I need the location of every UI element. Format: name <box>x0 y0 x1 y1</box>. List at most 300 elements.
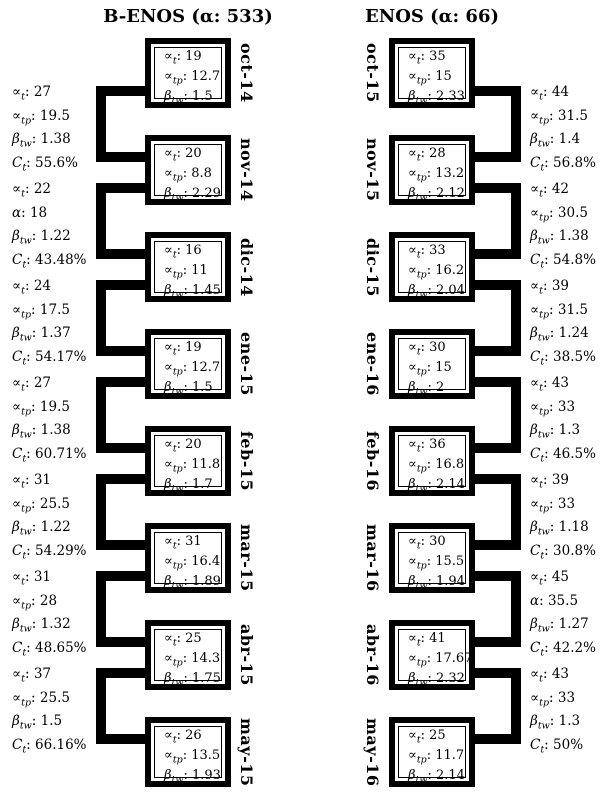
param-colon: : <box>31 131 41 148</box>
param-symbol: ∝ <box>12 398 22 415</box>
box-line <box>408 186 465 206</box>
param-colon: : <box>420 437 430 452</box>
param-symbol: β <box>164 477 172 493</box>
annotation-block <box>12 374 147 469</box>
month-box <box>145 38 231 108</box>
param-colon: : <box>26 349 36 366</box>
param-subscript: t <box>539 673 543 685</box>
param-subscript: t <box>539 285 543 297</box>
annotation-line <box>530 568 604 592</box>
box-line <box>408 748 465 768</box>
param-value: 2.14 <box>435 477 465 493</box>
param-symbol: β <box>12 325 20 342</box>
param-colon: : <box>542 472 552 488</box>
box-line <box>164 534 221 554</box>
param-value: 1.5 <box>191 89 213 105</box>
param-colon: : <box>31 107 40 124</box>
annotation-line <box>530 227 604 251</box>
param-symbol: C <box>12 349 23 366</box>
param-value: 50% <box>553 737 584 754</box>
month-box-inner <box>398 47 466 107</box>
param-value: 2 <box>435 380 445 396</box>
annotation-line <box>12 277 147 301</box>
param-colon: : <box>176 340 186 355</box>
connector-bracket <box>475 280 521 356</box>
box-line <box>408 263 465 283</box>
param-symbol: C <box>530 349 541 366</box>
param-value: 26 <box>185 728 202 743</box>
param-symbol: C <box>12 640 23 657</box>
param-subscript: tp <box>172 463 183 475</box>
box-line <box>164 728 221 748</box>
param-colon: : <box>182 69 192 85</box>
month-box <box>389 38 475 108</box>
param-symbol: ∝ <box>530 569 540 585</box>
param-value: 37 <box>33 666 51 682</box>
param-symbol: ∝ <box>530 398 540 415</box>
param-symbol: ∝ <box>164 263 173 279</box>
param-value: 30 <box>429 534 446 549</box>
param-colon: : <box>31 398 40 415</box>
month-label: nov-14 <box>237 138 256 202</box>
param-value: 20 <box>185 146 202 161</box>
param-subscript: tp <box>21 115 32 127</box>
param-subscript: tw <box>415 95 428 107</box>
param-subscript: t <box>22 356 27 368</box>
param-colon: : <box>24 375 34 391</box>
param-colon: : <box>544 543 554 560</box>
annotation-block <box>12 180 147 275</box>
param-symbol: ∝ <box>164 631 173 646</box>
param-symbol: C <box>12 446 23 463</box>
annotation-line <box>530 154 604 178</box>
param-symbol: C <box>12 543 23 560</box>
param-subscript: t <box>22 259 27 271</box>
param-symbol: ∝ <box>164 651 173 667</box>
param-subscript: t <box>539 188 543 200</box>
param-subscript: t <box>540 356 545 368</box>
param-subscript: tw <box>171 774 184 786</box>
param-subscript: t <box>416 734 421 746</box>
param-subscript: tp <box>172 269 183 281</box>
param-value: 54.17% <box>35 349 87 366</box>
annotation-line <box>530 445 604 469</box>
param-symbol: ∝ <box>408 146 417 161</box>
annotation-line <box>12 204 147 228</box>
param-subscript: t <box>21 479 25 491</box>
param-colon: : <box>31 422 41 439</box>
param-symbol: ∝ <box>408 457 417 473</box>
box-line <box>408 243 465 263</box>
month-box-inner <box>154 241 222 301</box>
param-colon: : <box>176 631 186 646</box>
param-symbol: α <box>530 592 540 609</box>
annotation-line <box>530 324 604 348</box>
param-value: 1.94 <box>435 574 465 590</box>
param-colon: : <box>427 89 436 105</box>
param-symbol: ∝ <box>12 472 22 488</box>
param-colon: : <box>549 422 559 439</box>
param-value: 20 <box>185 437 202 452</box>
annotation-line <box>12 130 147 154</box>
box-line <box>164 166 221 186</box>
param-colon: : <box>426 69 436 85</box>
param-subscript: t <box>416 637 421 649</box>
param-colon: : <box>542 375 552 391</box>
param-value: 2.12 <box>435 186 465 202</box>
box-line <box>408 554 465 574</box>
param-colon: : <box>24 569 34 585</box>
param-value: 13.2 <box>435 166 465 182</box>
param-value: 44 <box>551 84 569 100</box>
param-value: 16.8 <box>435 457 465 473</box>
param-subscript: tw <box>537 624 550 636</box>
param-value: 33 <box>429 243 446 258</box>
annotation-block <box>12 471 147 566</box>
param-subscript: tw <box>415 774 428 786</box>
param-colon: : <box>420 534 430 549</box>
param-value: 2.33 <box>435 89 465 105</box>
box-line <box>164 49 221 69</box>
box-line <box>164 146 221 166</box>
param-colon: : <box>544 737 554 754</box>
month-label: oct-15 <box>363 43 382 103</box>
param-colon: : <box>427 768 436 784</box>
param-value: 17.5 <box>39 301 70 318</box>
param-value: 12.7 <box>191 360 221 376</box>
param-colon: : <box>426 748 436 764</box>
param-value: 13.5 <box>191 748 221 764</box>
annotation-block <box>530 180 604 275</box>
param-colon: : <box>549 204 558 221</box>
param-value: 1.3 <box>558 422 581 439</box>
param-value: 35 <box>429 49 446 64</box>
param-subscript: tp <box>21 503 32 515</box>
box-line <box>164 243 221 263</box>
annotation-block <box>530 83 604 178</box>
param-symbol: ∝ <box>12 495 22 512</box>
annotation-block <box>530 374 604 469</box>
param-value: 31.5 <box>557 107 588 124</box>
param-subscript: tp <box>21 697 32 709</box>
param-symbol: β <box>408 380 416 396</box>
param-value: 2.32 <box>435 671 465 687</box>
param-value: 28 <box>39 592 58 609</box>
param-value: 11.8 <box>191 457 221 473</box>
param-colon: : <box>26 640 36 657</box>
param-symbol: ∝ <box>530 472 540 488</box>
param-colon: : <box>26 446 36 463</box>
month-label: dic-15 <box>363 237 382 297</box>
month-box-inner <box>154 144 222 204</box>
annotation-line <box>530 301 604 325</box>
annotation-line <box>530 348 604 372</box>
connector-bracket <box>475 571 521 647</box>
param-value: 15 <box>435 69 452 85</box>
param-subscript: t <box>172 249 177 261</box>
param-value: 12.7 <box>191 69 221 85</box>
param-value: 1.18 <box>558 519 589 536</box>
param-symbol: β <box>164 671 172 687</box>
param-colon: : <box>182 651 192 667</box>
param-subscript: tw <box>19 139 32 151</box>
column-title: B-ENOS (α: 533) <box>103 6 273 27</box>
annotation-block <box>12 568 147 663</box>
param-value: 1.3 <box>558 713 581 730</box>
param-symbol: ∝ <box>12 301 22 318</box>
annotation-line <box>530 712 604 736</box>
annotation-block <box>530 568 604 663</box>
param-symbol: ∝ <box>164 360 173 376</box>
param-symbol: ∝ <box>530 107 540 124</box>
param-subscript: tw <box>537 333 550 345</box>
param-subscript: t <box>416 152 421 164</box>
param-colon: : <box>21 204 30 221</box>
param-colon: : <box>544 349 554 366</box>
annotation-line <box>12 568 147 592</box>
param-value: 31.5 <box>557 301 588 318</box>
param-subscript: tp <box>416 657 427 669</box>
param-value: 8.8 <box>191 166 212 182</box>
column-title: ENOS (α: 66) <box>365 6 499 27</box>
param-colon: : <box>182 748 192 764</box>
param-symbol: β <box>12 131 20 148</box>
month-box-inner <box>154 532 222 592</box>
box-line <box>408 671 465 691</box>
param-value: 17.67 <box>435 651 473 667</box>
param-value: 19 <box>185 49 202 64</box>
param-symbol: ∝ <box>408 534 417 549</box>
param-symbol: ∝ <box>164 340 173 355</box>
box-line <box>164 477 221 497</box>
param-value: 1.89 <box>191 574 221 590</box>
connector-bracket <box>475 474 521 550</box>
param-value: 33 <box>557 398 576 415</box>
param-subscript: tw <box>415 386 428 398</box>
param-colon: : <box>549 107 558 124</box>
annotation-line <box>12 324 147 348</box>
annotation-block <box>12 665 147 760</box>
param-value: 41 <box>429 631 446 646</box>
param-subscript: t <box>416 540 421 552</box>
param-symbol: ∝ <box>408 69 417 85</box>
param-symbol: ∝ <box>408 340 417 355</box>
annotation-block <box>530 665 604 760</box>
param-symbol: β <box>164 283 172 299</box>
param-value: 1.38 <box>40 131 71 148</box>
param-colon: : <box>420 728 430 743</box>
param-colon: : <box>176 728 186 743</box>
param-subscript: tw <box>171 580 184 592</box>
param-symbol: α <box>12 204 22 221</box>
param-symbol: ∝ <box>12 84 22 100</box>
param-subscript: tw <box>171 289 184 301</box>
param-value: 19.5 <box>39 398 70 415</box>
box-line <box>408 728 465 748</box>
param-value: 33 <box>557 689 576 706</box>
param-value: 11 <box>191 263 208 279</box>
param-value: 28 <box>429 146 446 161</box>
param-subscript: tp <box>416 269 427 281</box>
param-colon: : <box>176 243 186 258</box>
annotation-block <box>530 277 604 372</box>
param-value: 42 <box>551 181 569 197</box>
month-label: mar-15 <box>237 524 256 592</box>
annotation-line <box>12 398 147 422</box>
param-value: 2.29 <box>191 186 221 202</box>
param-value: 56.8% <box>553 155 596 172</box>
param-subscript: tp <box>172 75 183 87</box>
month-box-inner <box>398 338 466 398</box>
param-symbol: β <box>164 186 172 202</box>
param-symbol: ∝ <box>408 166 417 182</box>
box-line <box>408 69 465 89</box>
param-symbol: β <box>530 131 538 148</box>
month-box-inner <box>154 726 222 786</box>
param-value: 25.5 <box>39 495 70 512</box>
param-colon: : <box>176 437 186 452</box>
param-symbol: ∝ <box>12 569 22 585</box>
param-value: 43 <box>551 666 569 682</box>
param-symbol: C <box>12 155 23 172</box>
param-value: 1.5 <box>40 713 63 730</box>
param-colon: : <box>420 631 430 646</box>
param-colon: : <box>420 243 430 258</box>
param-value: 1.7 <box>191 477 213 493</box>
annotation-line <box>12 736 147 760</box>
param-symbol: ∝ <box>164 534 173 549</box>
box-line <box>408 49 465 69</box>
param-colon: : <box>31 713 41 730</box>
param-subscript: t <box>540 259 545 271</box>
param-subscript: tw <box>19 721 32 733</box>
param-symbol: ∝ <box>530 495 540 512</box>
param-colon: : <box>426 360 436 376</box>
annotation-line <box>12 665 147 689</box>
param-symbol: ∝ <box>408 554 417 570</box>
annotation-line <box>12 518 147 542</box>
param-subscript: tw <box>537 236 550 248</box>
param-symbol: ∝ <box>164 69 173 85</box>
param-symbol: β <box>408 671 416 687</box>
param-value: 30.8% <box>553 543 596 560</box>
param-colon: : <box>542 569 552 585</box>
param-symbol: C <box>530 543 541 560</box>
param-colon: : <box>31 495 40 512</box>
param-value: 43.48% <box>35 252 87 269</box>
param-colon: : <box>426 457 436 473</box>
month-box-inner <box>398 144 466 204</box>
box-line <box>408 340 465 360</box>
param-subscript: tp <box>172 172 183 184</box>
month-label: oct-14 <box>237 43 256 103</box>
param-value: 1.45 <box>191 283 221 299</box>
month-box <box>389 620 475 690</box>
box-line <box>408 768 465 788</box>
param-symbol: ∝ <box>408 263 417 279</box>
param-colon: : <box>549 398 558 415</box>
param-colon: : <box>183 477 192 493</box>
param-colon: : <box>549 713 559 730</box>
param-subscript: tw <box>19 236 32 248</box>
param-colon: : <box>176 49 186 64</box>
param-colon: : <box>549 325 559 342</box>
param-subscript: t <box>416 346 421 358</box>
annotation-line <box>530 495 604 519</box>
param-value: 1.24 <box>558 325 589 342</box>
month-label: abr-15 <box>237 624 256 686</box>
box-line <box>164 768 221 788</box>
param-colon: : <box>26 737 36 754</box>
param-value: 16.4 <box>191 554 221 570</box>
param-symbol: ∝ <box>12 689 22 706</box>
month-label: dic-14 <box>237 237 256 297</box>
month-box-inner <box>154 435 222 495</box>
month-box-inner <box>398 629 473 689</box>
param-symbol: ∝ <box>408 651 417 667</box>
param-symbol: C <box>530 737 541 754</box>
param-value: 19 <box>185 340 202 355</box>
param-symbol: β <box>530 325 538 342</box>
box-line <box>164 69 221 89</box>
param-symbol: β <box>12 519 20 536</box>
box-line <box>164 671 221 691</box>
param-value: 25 <box>429 728 446 743</box>
param-subscript: tw <box>171 677 184 689</box>
param-colon: : <box>427 671 436 687</box>
annotation-line <box>12 180 147 204</box>
param-symbol: ∝ <box>408 437 417 452</box>
annotation-line <box>530 204 604 228</box>
param-symbol: β <box>408 186 416 202</box>
param-symbol: ∝ <box>164 243 173 258</box>
month-box <box>389 329 475 399</box>
param-symbol: ∝ <box>408 49 417 64</box>
param-subscript: tw <box>415 677 428 689</box>
param-value: 1.38 <box>558 228 589 245</box>
param-subscript: t <box>22 162 27 174</box>
param-symbol: ∝ <box>164 728 173 743</box>
param-colon: : <box>26 543 36 560</box>
param-subscript: tw <box>537 139 550 151</box>
param-value: 31 <box>33 472 51 488</box>
param-subscript: t <box>416 443 421 455</box>
param-colon: : <box>544 155 554 172</box>
annotation-line <box>530 277 604 301</box>
annotation-line <box>530 639 604 663</box>
param-subscript: tw <box>19 527 32 539</box>
param-value: 15.5 <box>435 554 465 570</box>
param-subscript: t <box>21 91 25 103</box>
param-value: 1.75 <box>191 671 221 687</box>
param-symbol: β <box>408 283 416 299</box>
param-value: 1.4 <box>558 131 581 148</box>
month-box <box>145 717 231 787</box>
param-colon: : <box>182 166 192 182</box>
param-symbol: ∝ <box>164 437 173 452</box>
param-subscript: tp <box>416 560 427 572</box>
param-subscript: tp <box>172 560 183 572</box>
param-value: 24 <box>33 278 51 294</box>
annotation-line <box>12 592 147 616</box>
param-symbol: ∝ <box>12 666 22 682</box>
param-colon: : <box>426 554 436 570</box>
box-line <box>164 360 221 380</box>
param-subscript: t <box>540 162 545 174</box>
box-line <box>408 89 465 109</box>
param-colon: : <box>31 616 41 633</box>
param-subscript: t <box>22 744 27 756</box>
